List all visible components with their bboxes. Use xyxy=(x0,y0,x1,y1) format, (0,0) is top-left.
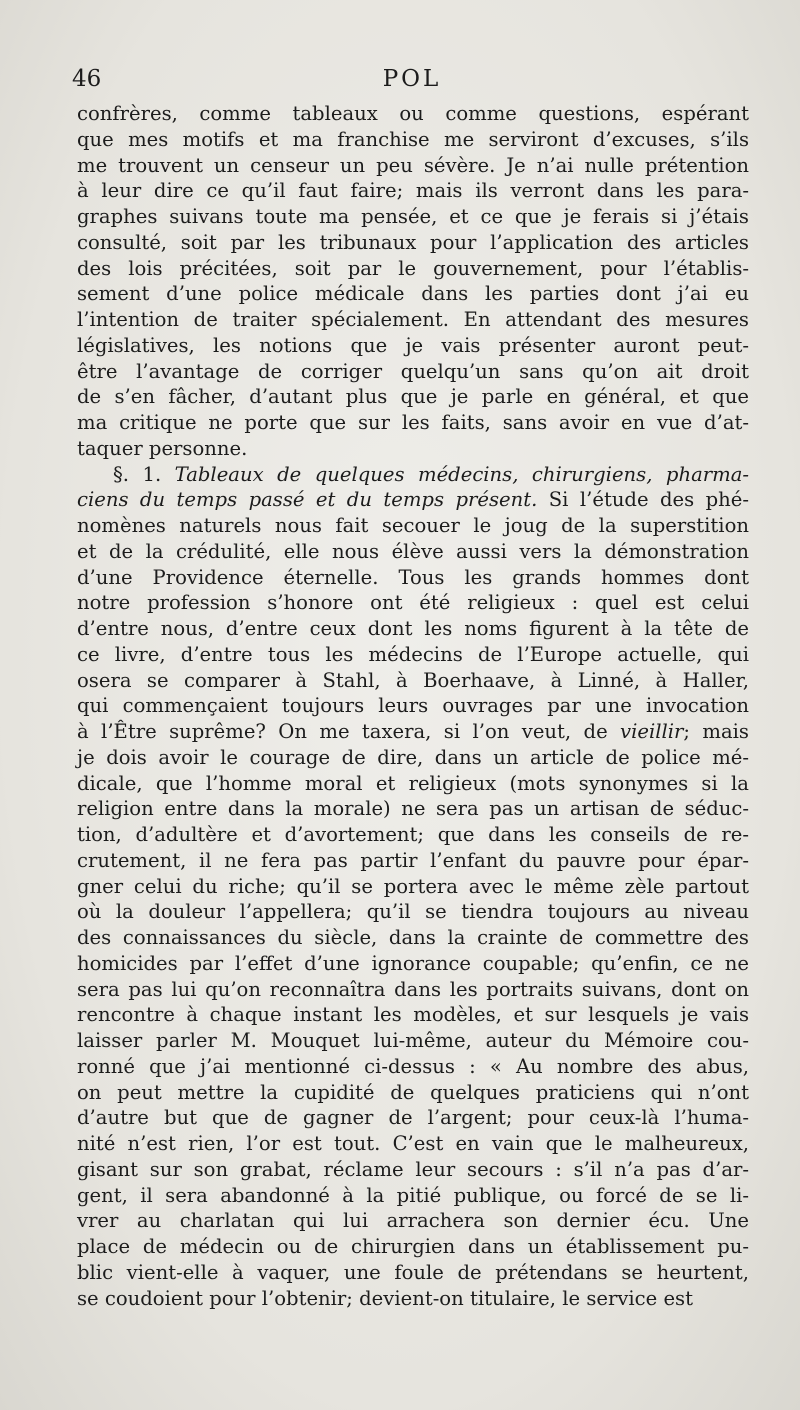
text-run: des connaissances du siècle, dans la crainte de commettre des xyxy=(77,926,749,949)
text-run: nité n’est rien, l’or est tout. C’est en vain que le malheureux, xyxy=(77,1132,749,1155)
text-run: vrer au charlatan qui lui arrachera son dernier écu. Une xyxy=(77,1209,749,1233)
text-run: gent, il sera abandonné à la pitié publique, ou forcé de se li- xyxy=(77,1183,749,1207)
text-line xyxy=(77,230,749,256)
page-number: 46 xyxy=(72,66,102,92)
text-line xyxy=(77,153,749,179)
text-line xyxy=(77,539,749,565)
text-line xyxy=(77,410,749,436)
text-run: notre profession s’honore ont été religieux : quel est celui xyxy=(77,591,749,615)
text-line xyxy=(77,101,749,127)
text-line xyxy=(77,384,749,410)
text-line xyxy=(77,436,749,462)
text-line xyxy=(77,642,749,668)
text-run: homicides par l’effet d’une ignorance coupable; qu’enfin, ce ne xyxy=(77,951,749,975)
text-run: §. 1. xyxy=(113,462,175,486)
text-run: et de la crédulité, elle nous élève aussi vers la démonstration xyxy=(77,539,749,563)
text-run: à l’Être suprême? On me taxera, si l’on veut, de xyxy=(77,720,621,743)
text-run: gner celui du riche; qu’il se portera avec le même zèle partout xyxy=(77,874,749,898)
text-line xyxy=(77,1002,749,1028)
text-line xyxy=(77,281,749,307)
text-run: ce livre, d’entre tous les médecins de l’Europe actuelle, qui xyxy=(77,642,749,666)
text-line xyxy=(77,333,749,359)
text-line xyxy=(77,307,749,333)
text-run: confrères, comme tableaux ou comme questions, espérant xyxy=(77,102,749,125)
text-run: graphes suivans toute ma pensée, et ce que je ferais si j’étais xyxy=(77,205,749,228)
text-run: se coudoient pour l’obtenir; devient-on titulaire, le service est xyxy=(77,1286,693,1310)
text-line xyxy=(77,899,749,925)
text-line xyxy=(77,925,749,951)
text-line xyxy=(77,487,749,513)
text-line xyxy=(77,565,749,591)
text-line xyxy=(77,513,749,539)
text-run: être l’avantage de corriger quelqu’un sans qu’on ait droit xyxy=(77,359,749,383)
text-run: d’une Providence éternelle. Tous les grands hommes dont xyxy=(77,565,749,589)
italic-text: vieillir xyxy=(620,720,684,743)
text-run: l’intention de traiter spécialement. En attendant des mesures xyxy=(77,308,749,331)
text-run: nomènes naturels nous fait secouer le joug de la superstition xyxy=(77,514,749,537)
text-run: d’autre but que de gagner de l’argent; pour ceux-là l’huma- xyxy=(77,1106,749,1130)
page-header xyxy=(72,66,752,100)
text-run: Si l’étude des phé- xyxy=(537,488,749,512)
text-run: sement d’une police médicale dans les parties dont j’ai eu xyxy=(77,282,749,306)
text-line xyxy=(77,796,749,822)
text-line xyxy=(77,590,749,616)
text-run: me trouvent un censeur un peu sévère. Je n’ai nulle prétention xyxy=(77,153,749,177)
text-run: sera pas lui qu’on reconnaîtra dans les portraits suivans, dont on xyxy=(77,977,749,1001)
text-line xyxy=(77,848,749,874)
text-line xyxy=(77,1131,749,1157)
text-run: de s’en fâcher, d’autant plus que je parle en général, et que xyxy=(77,385,749,409)
text-run: tion, d’adultère et d’avortement; que dans les conseils de re- xyxy=(77,823,749,846)
text-line xyxy=(77,951,749,977)
text-run: rencontre à chaque instant les modèles, et sur lesquels je vais xyxy=(77,1003,749,1027)
text-line xyxy=(77,256,749,282)
text-line xyxy=(77,127,749,153)
text-run: religion entre dans la morale) ne sera pas un artisan de séduc- xyxy=(77,797,749,821)
text-run: à leur dire ce qu’il faut faire; mais ils verront dans les para- xyxy=(77,179,749,203)
text-line xyxy=(77,1080,749,1106)
text-run: que mes motifs et ma franchise me serviront d’excuses, s’ils xyxy=(77,127,749,151)
text-run: d’entre nous, d’entre ceux dont les noms figurent à la tête de xyxy=(77,617,749,640)
text-run: osera se comparer à Stahl, à Boerhaave, à Linné, à Haller, xyxy=(77,668,749,692)
text-line xyxy=(77,745,749,771)
text-run: place de médecin ou de chirurgien dans un établissement pu- xyxy=(77,1235,749,1258)
text-line xyxy=(77,1260,749,1286)
text-run: je dois avoir le courage de dire, dans un article de police mé- xyxy=(77,745,749,769)
text-run: où la douleur l’appellera; qu’il se tiendra toujours au niveau xyxy=(77,900,749,924)
text-line xyxy=(77,1028,749,1054)
text-run: taquer personne. xyxy=(77,436,248,460)
italic-text: ciens du temps passé et du temps présent. xyxy=(77,488,538,512)
text-run: crutement, il ne fera pas partir l’enfant du pauvre pour épar- xyxy=(77,848,749,872)
text-run: ma critique ne porte que sur les faits, sans avoir en vue d’at- xyxy=(77,411,749,434)
text-run: on peut mettre la cupidité de quelques praticiens qui n’ont xyxy=(77,1080,749,1104)
text-line xyxy=(77,204,749,230)
body-text xyxy=(77,101,749,1311)
text-line xyxy=(77,1208,749,1234)
text-line xyxy=(77,1157,749,1183)
text-run: gisant sur son grabat, réclame leur secours : s’il n’a pas d’ar- xyxy=(77,1157,749,1181)
text-run: consulté, soit par les tribunaux pour l’application des articles xyxy=(77,230,749,254)
text-run: dicale, que l’homme moral et religieux (mots synonymes si la xyxy=(77,771,749,795)
text-run: laisser parler M. Mouquet lui-même, auteur du Mémoire cou- xyxy=(77,1029,749,1052)
text-line xyxy=(77,1234,749,1260)
text-run: ; mais xyxy=(683,720,749,743)
italic-text: Tableaux de quelques médecins, chirurgiens, pharma- xyxy=(174,462,749,486)
text-line xyxy=(77,874,749,900)
text-line xyxy=(77,462,749,488)
text-line xyxy=(77,771,749,797)
text-line xyxy=(77,359,749,385)
text-line xyxy=(77,668,749,694)
text-line xyxy=(77,1286,749,1312)
text-line xyxy=(77,719,749,745)
running-head: POL xyxy=(382,66,442,92)
text-line xyxy=(77,1054,749,1080)
text-line xyxy=(77,977,749,1003)
text-line xyxy=(77,822,749,848)
text-line xyxy=(77,693,749,719)
text-line xyxy=(77,1183,749,1209)
text-line xyxy=(77,178,749,204)
text-run: blic vient-elle à vaquer, une foule de prétendans se heurtent, xyxy=(77,1260,749,1284)
text-run: qui commençaient toujours leurs ouvrages par une invocation xyxy=(77,694,749,718)
text-line xyxy=(77,616,749,642)
text-run: ronné que j’ai mentionné ci-dessus : « Au nombre des abus, xyxy=(77,1054,749,1078)
text-run: législatives, les notions que je vais présenter auront peut- xyxy=(77,333,749,357)
text-line xyxy=(77,1105,749,1131)
text-run: des lois précitées, soit par le gouvernement, pour l’établis- xyxy=(77,256,749,280)
